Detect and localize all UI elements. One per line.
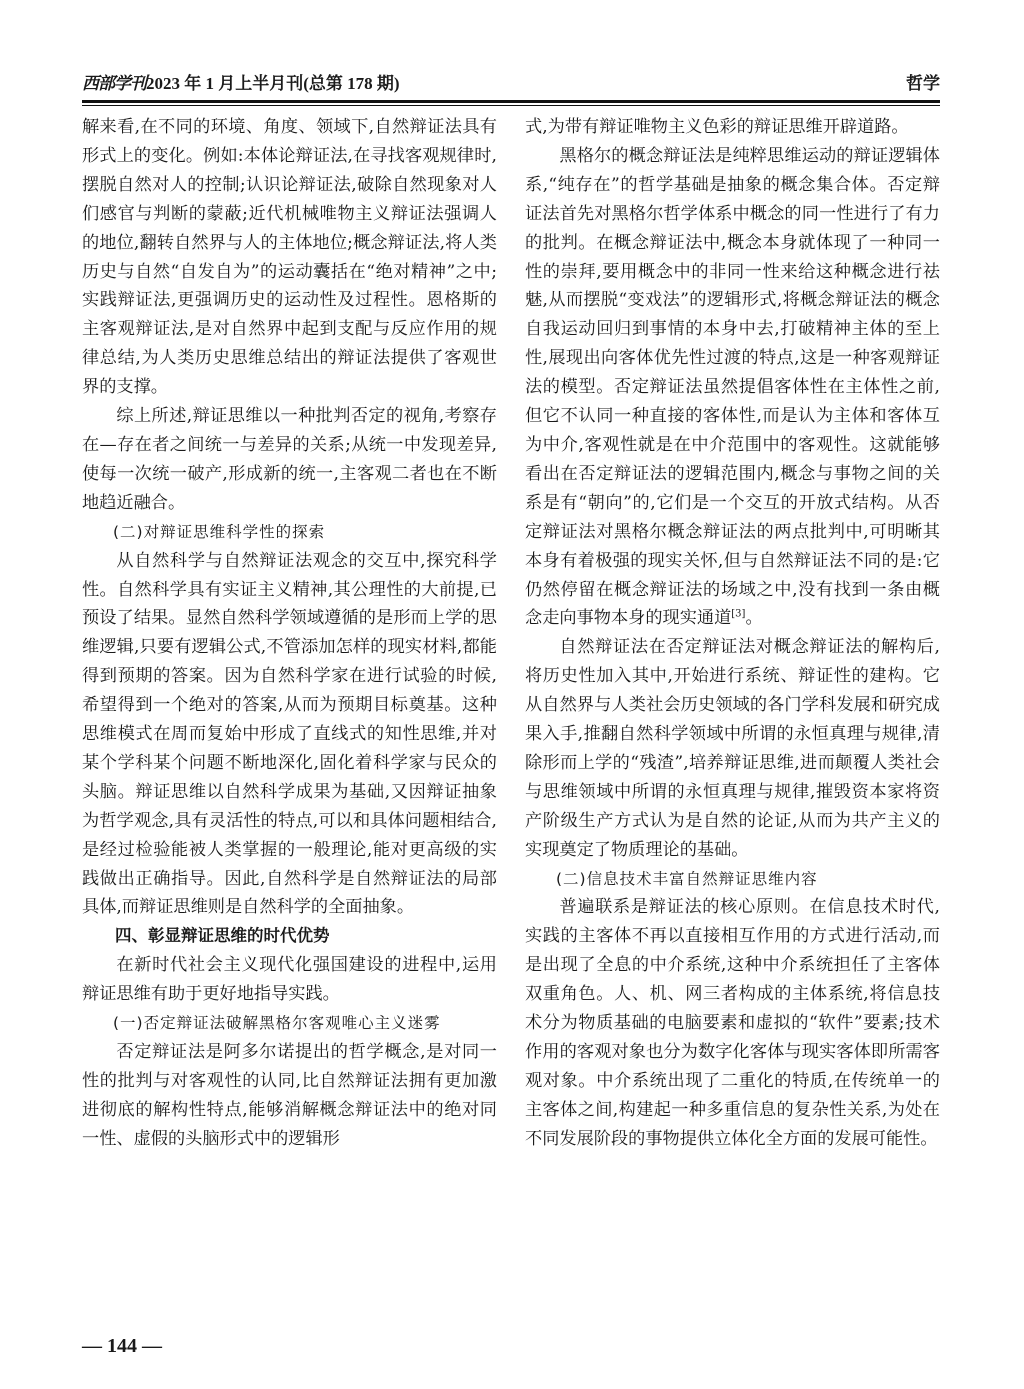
right-column (525, 113, 940, 1154)
subsection-heading: (二)信息技术丰富自然辩证思维内容 (556, 869, 818, 888)
running-header (82, 72, 940, 96)
citation-ref: [3] (731, 608, 746, 620)
header-rule-thick (82, 100, 940, 103)
paragraph: 综上所述,辩证思维以一种批判否定的视角,考察存在—存在者之间统一与差异的关系;从统一中发现差异,使每一次统一破产,形成新的统一,主客观二者也在不断地趋近融合。 (82, 406, 497, 513)
paragraph: 否定辩证法是阿多尔诺提出的哲学概念,是对同一性的批判与对客观性的认同,比自然辩证法拥有更加激进彻底的解构性特点,能够消解概念辩证法中的绝对同一性、虚假的头脑形式中的逻辑形 (82, 1042, 497, 1149)
paragraph: 普遍联系是辩证法的核心原则。在信息技术时代,实践的主客体不再以直接相互作用的方式进行活动,而是出现了全息的中介系统,这种中介系统担任了主客体双重角色。人、机、网三者构成的主体系统,将信息技术分为物质基础的电脑要素和虚拟的“软件”要素;技术作用的客观对象也分为数字化客体与现实客体即所需客观对象。中介系统出现了二重化的特质,在传统单一的主客体之间,构建起一种多重信息的复杂性关系,为处在不同发展阶段的事物提供立体化全方面的发展可能性。 (525, 897, 940, 1149)
journal-name: 西部学刊 (82, 74, 146, 94)
subsection-heading: (一)否定辩证法破解黑格尔客观唯心主义迷雾 (113, 1014, 441, 1033)
paragraph-text: 黑格尔的概念辩证法是纯粹思维运动的辩证逻辑体系,“纯存在”的哲学基础是抽象的概念集合体。否定辩证法首先对黑格尔哲学体系中概念的同一性进行了有力的批判。在概念辩证法中,概念本身就体现了一种同一性的崇拜,要用概念中的非同一性来给这种概念进行祛魅,从而摆脱“变戏法”的逻辑形式,将概念辩证法的概念自我运动回归到事情的本身中去,打破精神主体的至上性,展现出向客体优先性过渡的特点,这是一种客观辩证法的模型。否定辩证法虽然提倡客体性在主体性之前,但它不认同一种直接的客体性,而是认为主体和客体互为中介,客观性就是在中介范围中的客观性。这就能够看出在否定辩证法的逻辑范围内,概念与事物之间的关系是有“朝向”的,它们是一个交互的开放式结构。从否定辩证法对黑格尔概念辩证法的两点批判中,可明晰其本身有着极强的现实关怀,但与自然辩证法不同的是:它仍然停留在概念辩证法的场域之中,没有找到一条由概念走向事物本身的现实通道 (525, 145, 940, 629)
subsection-heading: (二)对辩证思维科学性的探索 (113, 522, 326, 541)
paragraph-end: 。 (745, 608, 763, 629)
paragraph: 从自然科学与自然辩证法观念的交互中,探究科学性。自然科学具有实证主义精神,其公理性的大前提,已预设了结果。显然自然科学领域遵循的是形而上学的思维逻辑,只要有逻辑公式,不管添加怎样的现实材料,都能得到预期的答案。因为自然科学家在进行试验的时候,希望得到一个绝对的答案,从而为预期目标奠基。这种思维模式在周而复始中形成了直线式的知性思维,并对某个学科某个问题不断地深化,固化着科学家与民众的头脑。辩证思维以自然科学成果为基础,又因辩证抽象为哲学观念,具有灵活性的特点,可以和具体问题相结合,是经过检验能被人类掌握的一般理论,能对更高级的实践做出正确指导。因此,自然科学是自然辩证法的局部具体,而辩证思维则是自然科学的全面抽象。 (82, 550, 497, 918)
paragraph: 自然辩证法在否定辩证法对概念辩证法的解构后,将历史性加入其中,开始进行系统、辩证性的建构。它从自然界与人类社会历史领域的各门学科发展和研究成果入手,推翻自然科学领域中所谓的永恒真理与规律,清除形而上学的“残渣”,培养辩证思维,进而颠覆人类社会与思维领域中所谓的永恒真理与规律,摧毁资本家将资产阶级生产方式认为是自然的论证,从而为共产主义的实现奠定了物质理论的基础。 (525, 637, 940, 860)
header-journal-info (82, 72, 400, 96)
page-number: — 144 — (82, 1335, 162, 1357)
paragraph (525, 142, 940, 633)
paragraph: 在新时代社会主义现代化强国建设的进程中,运用辩证思维有助于更好地指导实践。 (82, 955, 497, 1005)
paragraph: 式,为带有辩证唯物主义色彩的辩证思维开辟道路。 (525, 117, 909, 137)
header-rule-thin (82, 105, 940, 106)
section-label: 哲学 (906, 74, 940, 94)
paragraph: 解来看,在不同的环境、角度、领域下,自然辩证法具有形式上的变化。例如:本体论辩证法,在寻找客观规律时,摆脱自然对人的控制;认识论辩证法,破除自然现象对人们感官与判断的蒙蔽;近代机械唯物主义辩证法强调人的地位,翻转自然界与人的主体地位;概念辩证法,将人类历史与自然“自发自为”的运动囊括在“绝对精神”之中;实践辩证法,更强调历史的运动性及过程性。恩格斯的主客观辩证法,是对自然界中起到支配与反应作用的规律总结,为人类历史思维总结出的辩证法提供了客观世界的支撑。 (82, 117, 497, 398)
section-heading: 四、彰显辩证思维的时代优势 (115, 926, 330, 946)
left-column (82, 113, 497, 1154)
issue-info: 2023 年 1 月上半月刊(总第 178 期) (146, 74, 400, 93)
